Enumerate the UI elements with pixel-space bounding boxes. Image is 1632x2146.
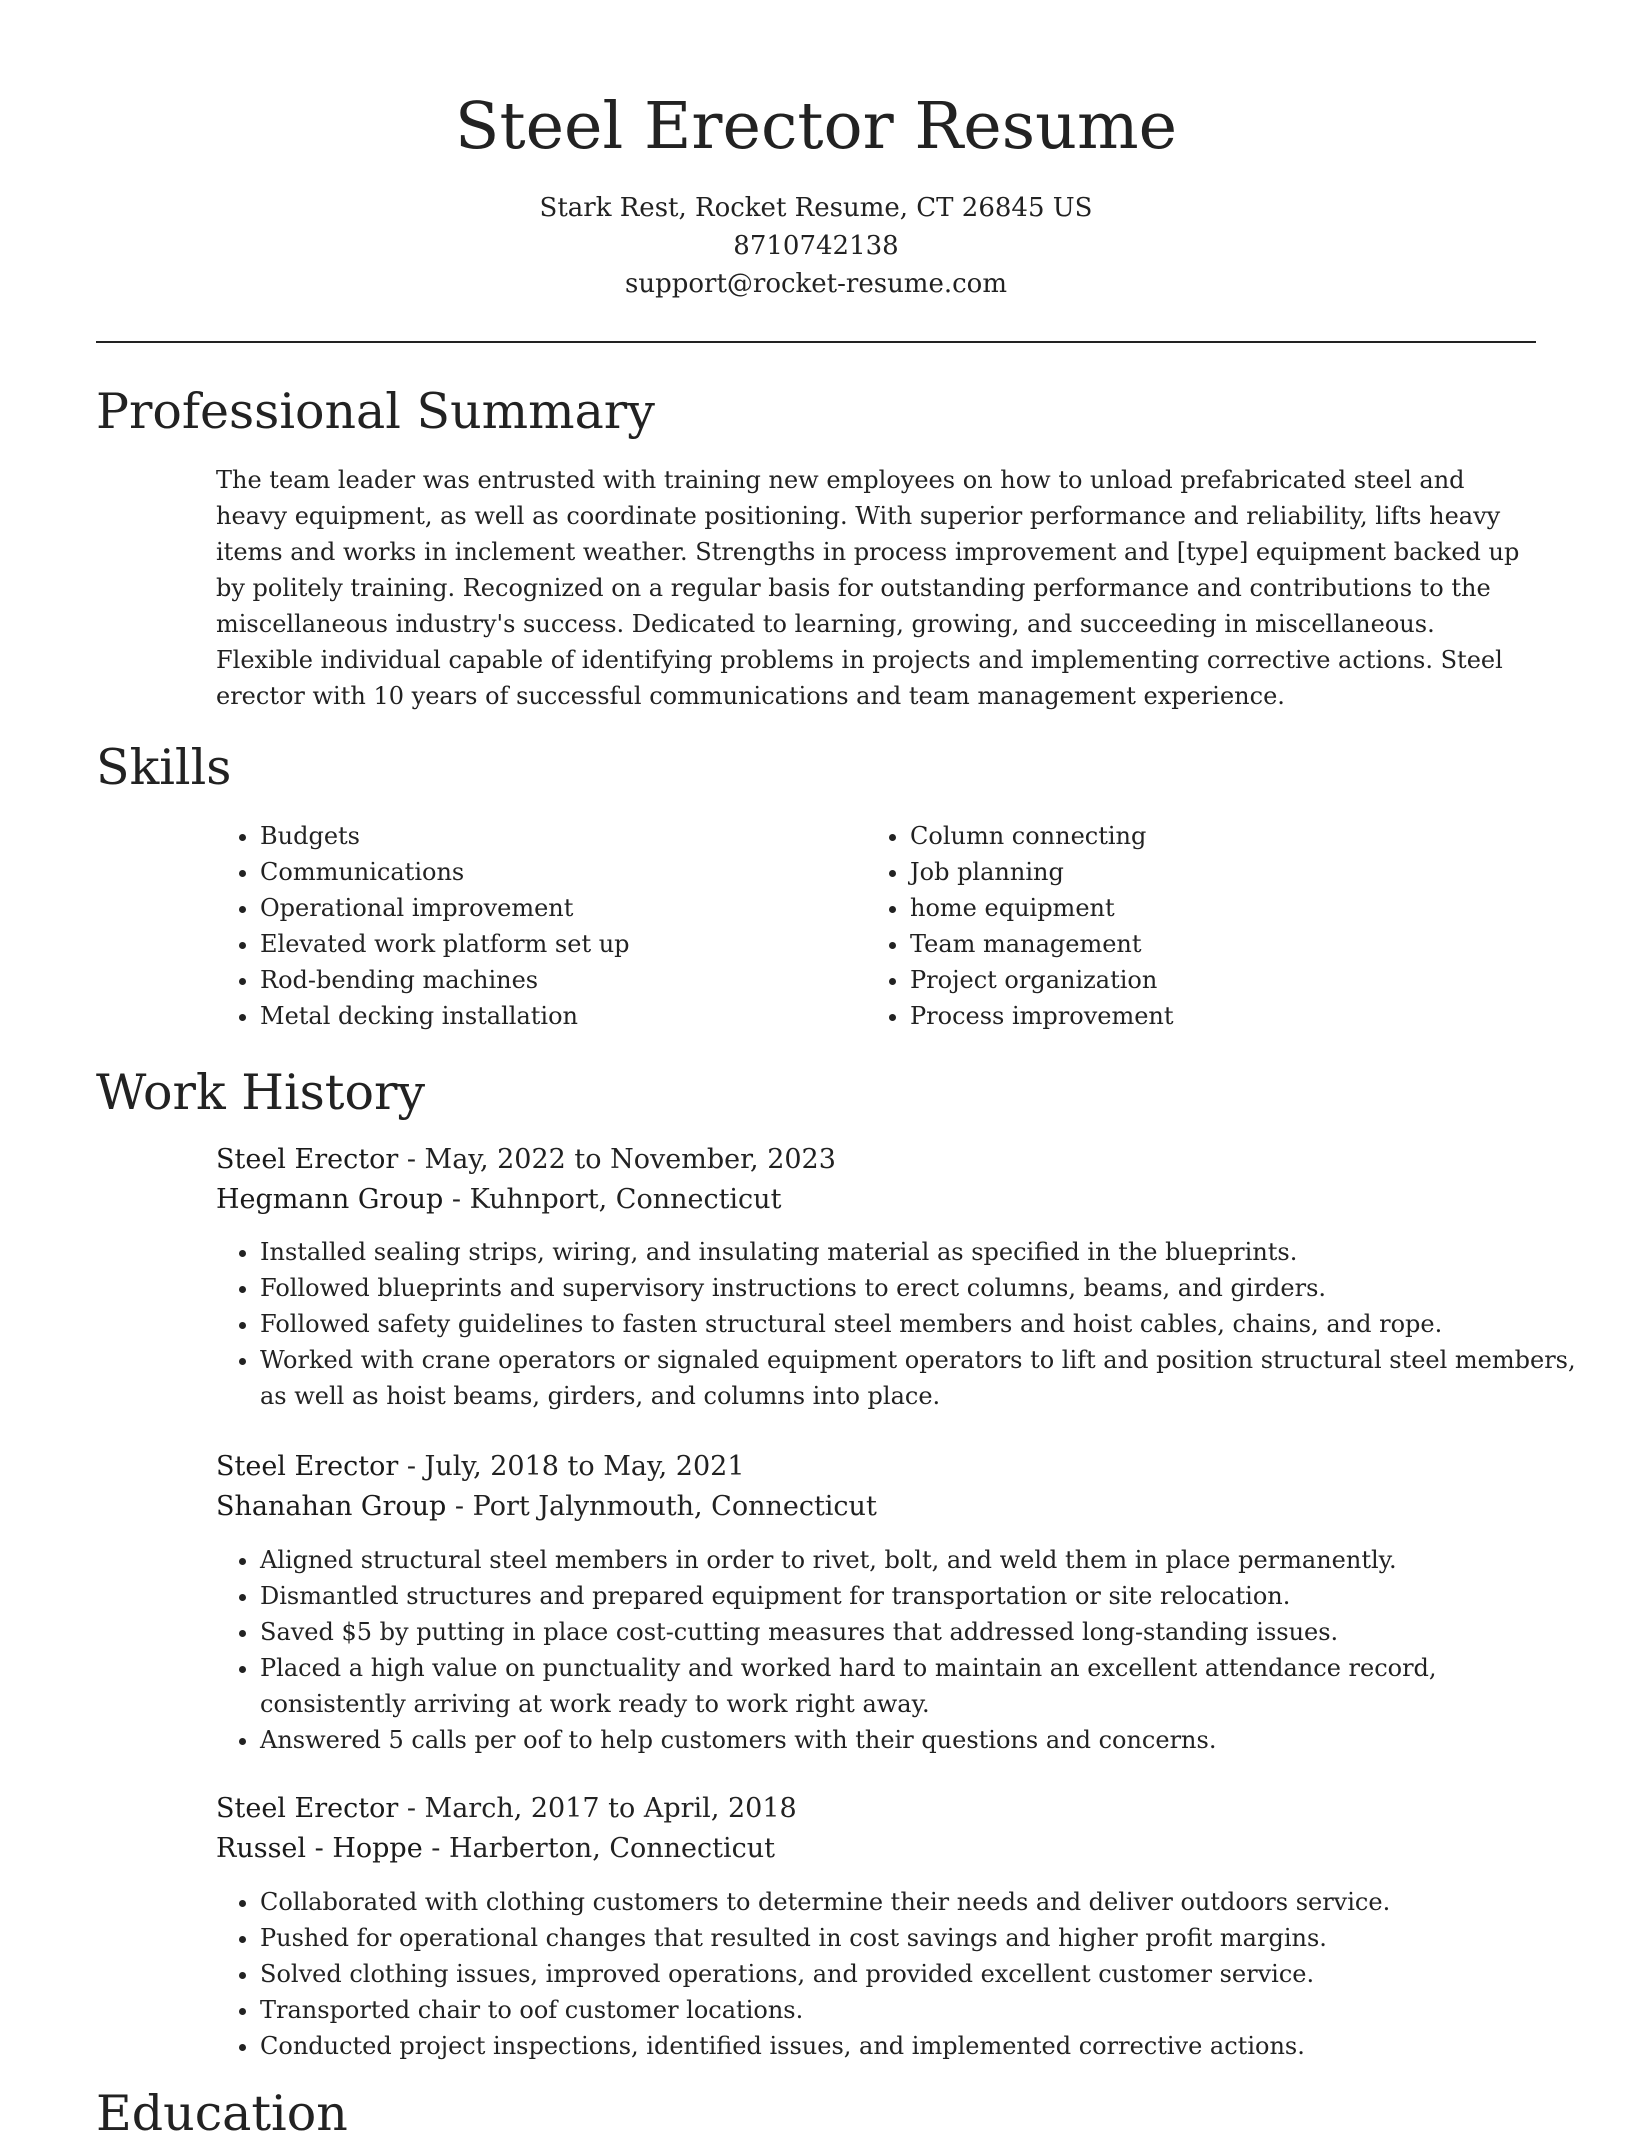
job-company: Russel - Hoppe — [216, 1833, 423, 1864]
job-location: Kuhnport, Connecticut — [469, 1184, 782, 1215]
job-title-line: Steel Erector - July, 2018 to May, 2021 — [216, 1451, 745, 1482]
job-bullet: • Pushed for operational changes that resulted in cost savings and higher profit margins. — [260, 1920, 1584, 1956]
job-bullet: • Saved $5 by putting in place cost-cutting measures that addressed long-standing issues. — [260, 1614, 1584, 1650]
job-bullet: • Installed sealing strips, wiring, and insulating material as specified in the blueprints. — [260, 1234, 1584, 1270]
contact-email: support@rocket-resume.com — [624, 269, 1007, 299]
contact-address: Stark Rest, Rocket Resume, CT 26845 US — [539, 193, 1093, 223]
skill-item: • Metal decking installation — [260, 998, 900, 1034]
skill-item: • home equipment — [910, 890, 1550, 926]
job-bullets — [216, 1884, 1584, 2064]
job-bullet: • Worked with crane operators or signaled equipment operators to lift and position structural steel members, as well as hoist beams, girders, and columns into place. — [260, 1342, 1584, 1414]
education-heading: Education — [96, 2085, 348, 2142]
job-bullet: • Collaborated with clothing customers to determine their needs and deliver outdoors service. — [260, 1884, 1584, 1920]
work-history-heading: Work History — [96, 1064, 426, 1121]
job-company: Shanahan Group — [216, 1491, 447, 1522]
job-company: Hegmann Group — [216, 1184, 444, 1215]
job-bullet: • Followed blueprints and supervisory instructions to erect columns, beams, and girders. — [260, 1270, 1584, 1306]
skills-heading: Skills — [96, 739, 232, 796]
skill-item: • Elevated work platform set up — [260, 926, 900, 962]
job-location: Port Jalynmouth, Connecticut — [472, 1491, 877, 1522]
job-bullet: • Solved clothing issues, improved operations, and provided excellent customer service. — [260, 1956, 1584, 1992]
job-dates: March, 2017 to April, 2018 — [424, 1793, 797, 1824]
skill-item: • Communications — [260, 854, 900, 890]
header-divider — [96, 341, 1536, 343]
job-bullets — [216, 1234, 1584, 1414]
summary-text: The team leader was entrusted with training new employees on how to unload prefabricated steel and heavy equipment, as well as coordinate positioning. With superior performance and reliability, lifts heavy items and works in inclement weather. Strengths in process improvement and [type] equipment backed up by politely training. Recognized on a regular basis for outstanding performance and contributions to the miscellaneous industry's success. Dedicated to learning, growing, and succeeding in miscellaneous. Flexible individual capable of identifying problems in projects and implementing corrective actions. Steel erector with 10 years of successful communications and team management experience. — [216, 466, 1520, 710]
job-bullet: • Placed a high value on punctuality and worked hard to maintain an excellent attendance record, consistently arriving at work ready to work right away. — [260, 1650, 1584, 1722]
skills-list-left — [216, 818, 900, 1034]
skills-list-right — [866, 818, 1550, 1034]
job-title-line: Steel Erector - March, 2017 to April, 2018 — [216, 1793, 797, 1824]
resume-title: Steel Erector Resume — [454, 89, 1178, 164]
skill-item: • Job planning — [910, 854, 1550, 890]
skill-item: • Column connecting — [910, 818, 1550, 854]
skill-item: • Team management — [910, 926, 1550, 962]
job-bullet: • Conducted project inspections, identified issues, and implemented corrective actions. — [260, 2028, 1584, 2064]
contact-phone: 8710742138 — [733, 231, 899, 261]
job-bullet: • Answered 5 calls per oof to help customers with their questions and concerns. — [260, 1722, 1584, 1758]
skill-item: • Process improvement — [910, 998, 1550, 1034]
job-bullet: • Aligned structural steel members in order to rivet, bolt, and weld them in place permanently. — [260, 1542, 1584, 1578]
summary-heading: Professional Summary — [96, 383, 655, 440]
skill-item: • Rod-bending machines — [260, 962, 900, 998]
job-company-line: Shanahan Group - Port Jalynmouth, Connecticut — [216, 1491, 877, 1522]
job-bullet: • Followed safety guidelines to fasten structural steel members and hoist cables, chains, and rope. — [260, 1306, 1584, 1342]
job-title: Steel Erector — [216, 1451, 399, 1482]
job-bullets — [216, 1542, 1584, 1758]
job-dates: May, 2022 to November, 2023 — [424, 1144, 836, 1175]
job-company-line: Russel - Hoppe - Harberton, Connecticut — [216, 1833, 776, 1864]
job-company-line: Hegmann Group - Kuhnport, Connecticut — [216, 1184, 782, 1215]
job-dates: July, 2018 to May, 2021 — [424, 1451, 745, 1482]
job-title: Steel Erector — [216, 1793, 399, 1824]
skill-item: • Budgets — [260, 818, 900, 854]
skill-item: • Project organization — [910, 962, 1550, 998]
job-location: Harberton, Connecticut — [448, 1833, 776, 1864]
skill-item: • Operational improvement — [260, 890, 900, 926]
job-bullet: • Transported chair to oof customer locations. — [260, 1992, 1584, 2028]
job-bullet: • Dismantled structures and prepared equipment for transportation or site relocation. — [260, 1578, 1584, 1614]
job-title: Steel Erector — [216, 1144, 399, 1175]
job-title-line: Steel Erector - May, 2022 to November, 2023 — [216, 1144, 836, 1175]
